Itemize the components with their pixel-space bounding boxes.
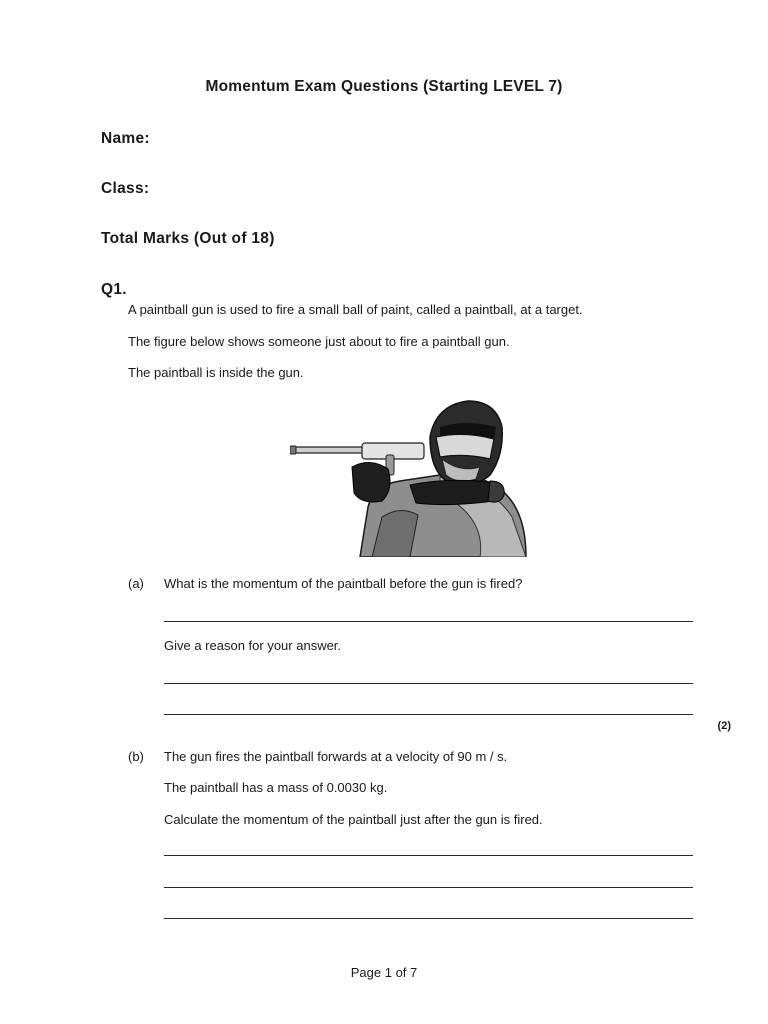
answer-line-a-2[interactable] <box>164 683 693 684</box>
part-b-line-1: The gun fires the paintball forwards at a velocity of 90 m / s. <box>164 749 508 764</box>
name-field-label: Name: <box>101 130 150 147</box>
part-a-label: (a) <box>128 576 144 591</box>
question-1-label: Q1. <box>101 281 127 298</box>
q1-intro-line-2: The figure below shows someone just about to fire a paintball gun. <box>128 334 510 349</box>
part-b-label: (b) <box>128 749 144 764</box>
answer-line-b-1[interactable] <box>164 855 693 856</box>
total-marks-label: Total Marks (Out of 18) <box>101 230 275 247</box>
page-title: Momentum Exam Questions (Starting LEVEL 7) <box>205 78 563 95</box>
part-b-line-2: The paintball has a mass of 0.0030 kg. <box>164 780 388 795</box>
paintball-player-illustration-icon <box>290 397 530 557</box>
q1-intro-line-1: A paintball gun is used to fire a small ball of paint, called a paintball, at a target. <box>128 302 583 317</box>
paintball-player-figure <box>290 397 530 557</box>
part-a-marks: (2) <box>717 720 731 732</box>
class-field-label: Class: <box>101 180 150 197</box>
part-a-followup: Give a reason for your answer. <box>164 638 342 653</box>
answer-line-b-2[interactable] <box>164 887 693 888</box>
part-b-line-3: Calculate the momentum of the paintball just after the gun is fired. <box>164 812 543 827</box>
answer-line-a-1[interactable] <box>164 621 693 622</box>
page-number: Page 1 of 7 <box>350 965 418 980</box>
q1-intro-line-3: The paintball is inside the gun. <box>128 365 304 380</box>
answer-line-b-3[interactable] <box>164 918 693 919</box>
part-a-question: What is the momentum of the paintball before the gun is fired? <box>164 576 523 591</box>
answer-line-a-3[interactable] <box>164 714 693 715</box>
